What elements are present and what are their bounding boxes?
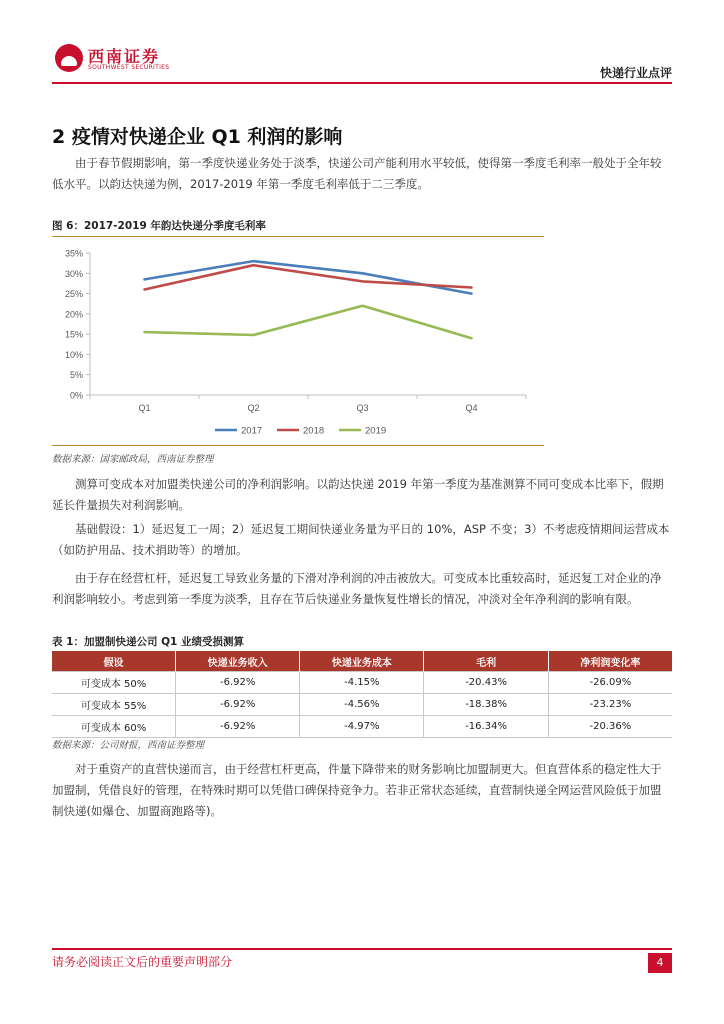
x-tick-label: Q2 (247, 403, 260, 413)
y-tick-label: 5% (69, 370, 83, 381)
company-logo-icon (55, 44, 83, 72)
table-cell: -4.15% (300, 672, 424, 694)
paragraph-direct-ops: 对于重资产的直营快递而言，由于经营杠杆更高，件量下降带来的财务影响比加盟制更大。但直营体系的稳定性大于加盟制，凭借良好的管理，在特殊时期可以凭借口碑保持竞争力。若非正常状态延续，直营制快递全网运营风险低于加盟制快递(如爆仓、加盟商跑路等)。 (52, 762, 662, 818)
table-cell: -4.97% (300, 716, 424, 738)
legend-label-2019: 2019 (365, 425, 387, 437)
x-tick-label: Q1 (138, 403, 151, 413)
table-header-cell: 快递业务成本 (300, 651, 424, 672)
table-cell: -6.92% (176, 672, 300, 694)
page-number: 4 (648, 953, 672, 973)
legend-label-2018: 2018 (303, 425, 325, 437)
table-header-cell: 净利润变化率 (548, 651, 672, 672)
table-cell: -18.38% (424, 694, 548, 716)
series-line-2019 (145, 306, 472, 339)
paragraph-method: 测算可变成本对加盟类快递公司的净利润影响。以韵达快递 2019 年第一季度为基准测算不同可变成本比率下，假期延长件量损失对利润影响。 (52, 477, 664, 512)
x-tick-label: Q4 (465, 403, 478, 413)
footer-disclaimer: 请务必阅读正文后的重要声明部分 (52, 955, 233, 969)
section-title: 2 疫情对快递企业 Q1 利润的影响 (52, 126, 343, 148)
y-tick-label: 10% (64, 349, 83, 360)
y-tick-label: 30% (64, 268, 83, 279)
series-line-2018 (145, 265, 472, 289)
figure-source: 数据来源：国家邮政局，西南证券整理 (52, 454, 214, 465)
paragraph-assumptions: 基础假设：1）延迟复工一周；2）延迟复工期间快递业务量为平日的 10%，ASP 不变；3）不考虑疫情期间运营成本（如防护用品、技术捐助等）的增加。 (52, 522, 670, 557)
table-cell: -6.92% (176, 716, 300, 738)
paragraph-intro: 由于春节假期影响，第一季度快递业务处于淡季，快递公司产能利用水平较低，使得第一季度毛利率一般处于全年较低水平。以韵达快递为例，2017-2019 年第一季度毛利率低于二三季度。 (52, 156, 662, 191)
company-logo-subtitle: SOUTHWEST SECURITIES (88, 64, 170, 71)
table-cell: -16.34% (424, 716, 548, 738)
table-header-cell: 快递业务收入 (176, 651, 300, 672)
report-type: 快递行业点评 (599, 66, 672, 80)
y-tick-label: 0% (69, 390, 83, 401)
table-cell: -20.43% (424, 672, 548, 694)
table-source: 数据来源：公司财报，西南证券整理 (52, 740, 205, 751)
table-row (52, 716, 672, 738)
y-tick-label: 15% (64, 329, 83, 340)
figure-bottom-rule (52, 445, 544, 446)
table-header-cell: 毛利 (424, 651, 548, 672)
y-tick-label: 20% (64, 309, 83, 320)
table-cell: -26.09% (548, 672, 672, 694)
figure-top-rule (52, 236, 544, 237)
legend-label-2017: 2017 (241, 425, 263, 437)
table-row (52, 694, 672, 716)
paragraph-leverage: 由于存在经营杠杆，延迟复工导致业务量的下滑对净利润的冲击被放大。可变成本比重较高时，延迟复工对企业的净利润影响较小。考虑到第一季度为淡季，且存在节后快递业务量恢复性增长的情况，冲淡对全年净利润的影响有限。 (52, 571, 662, 606)
footer-divider (52, 948, 672, 950)
table-header-cell: 假设 (52, 651, 176, 672)
x-tick-label: Q3 (356, 403, 369, 413)
table-cell: -20.36% (548, 716, 672, 738)
table-cell: -4.56% (300, 694, 424, 716)
table-cell: 可变成本 60% (52, 716, 176, 738)
header-divider (52, 82, 672, 84)
table-cell: -23.23% (548, 694, 672, 716)
margin-line-chart (52, 240, 544, 444)
y-tick-label: 25% (64, 289, 83, 300)
table-cell: 可变成本 50% (52, 672, 176, 694)
y-tick-label: 35% (64, 248, 83, 259)
company-logo-text: 西南证券 (88, 47, 161, 66)
table-cell: -6.92% (176, 694, 300, 716)
table-header-row (52, 651, 672, 672)
table-row (52, 672, 672, 694)
impact-table (52, 651, 672, 738)
figure-caption: 图 6：2017-2019 年韵达快递分季度毛利率 (52, 220, 266, 232)
table-caption: 表 1：加盟制快递公司 Q1 业绩受损测算 (52, 636, 245, 648)
table-cell: 可变成本 55% (52, 694, 176, 716)
